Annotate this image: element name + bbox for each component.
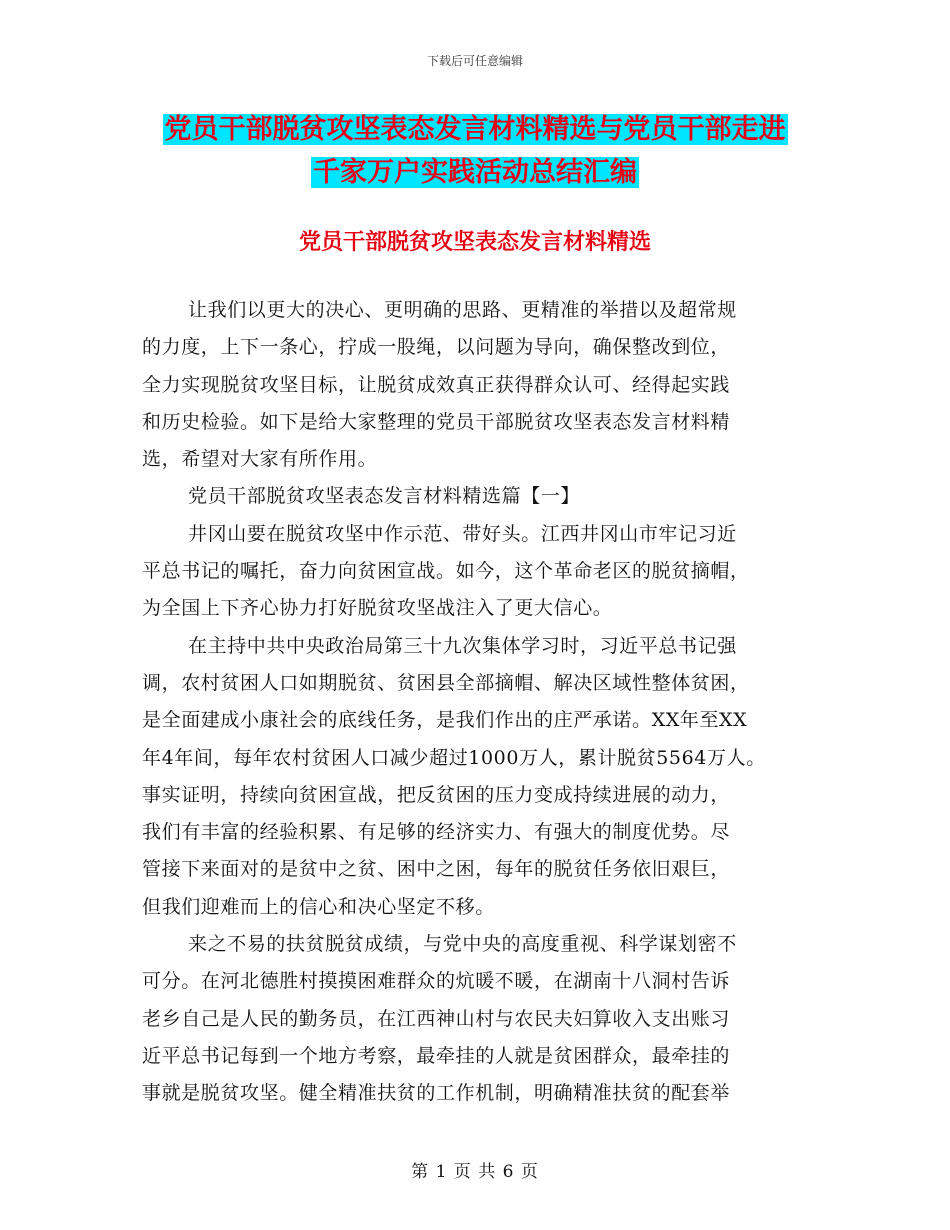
body-line: 为全国上下齐心协力打好脱贫攻坚战注入了更大信心。 [142,597,613,620]
body-line: 老乡自己是人民的勤务员，在江西神山村与农民夫妇算收入支出账习 [142,1007,731,1030]
body-line: 我们有丰富的经验积累、有足够的经济实力、有强大的制度优势。尽 [142,821,731,844]
body-line: 调，农村贫困人口如期脱贫、贫困县全部摘帽、解决区域性整体贫困， [142,671,750,694]
body-line: 的力度，上下一条心，拧成一股绳，以问题为导向，确保整改到位， [142,336,731,359]
document-title-line-1 [0,112,950,148]
body-line: 在主持中共中央政治局第三十九次集体学习时，习近平总书记强 [188,634,737,657]
section-heading: 党员干部脱贫攻坚表态发言材料精选 [298,230,651,255]
page-footer: 第 1 页 共 6 页 [411,1162,539,1182]
body-line: 井冈山要在脱贫攻坚中作示范、带好头。江西井冈山市牢记习近 [188,522,737,545]
body-text [142,292,822,1113]
body-line: 但我们迎难而上的信心和决心坚定不移。 [142,895,495,918]
document-title-line-2 [0,155,950,191]
body-line: 让我们以更大的决心、更明确的思路、更精准的举措以及超常规 [188,299,737,321]
header-note: 下载后可任意编辑 [426,54,523,68]
body-line: 平总书记的嘱托，奋力向贫困宣战。如今，这个革命老区的脱贫摘帽， [142,560,750,583]
body-line: 选，希望对大家有所作用。 [142,448,378,471]
body-line: 可分。在河北德胜村摸摸困难群众的炕暖不暖，在湖南十八洞村告诉 [142,970,731,993]
body-line: 是全面建成小康社会的底线任务，是我们作出的庄严承诺。XX年至XX [142,709,748,732]
body-line: 事实证明，持续向贫困宣战，把反贫困的压力变成持续进展的动力， [142,783,731,806]
title-text-1: 党员干部脱贫攻坚表态发言材料精选与党员干部走进 [164,114,786,145]
body-line: 来之不易的扶贫脱贫成绩，与党中央的高度重视、科学谋划密不 [188,933,737,956]
subsection-heading: 党员干部脱贫攻坚表态发言材料精选篇【一】 [188,485,581,508]
title-text-2: 千家万户实践活动总结汇编 [313,157,637,188]
body-line: 管接下来面对的是贫中之贫、困中之困，每年的脱贫任务依旧艰巨， [142,858,731,881]
body-line: 年4年间，每年农村贫困人口减少超过1000万人，累计脱贫5564万人。 [142,746,766,769]
body-line: 近平总书记每到一个地方考察，最牵挂的人就是贫困群众，最牵挂的 [142,1044,731,1067]
body-line: 事就是脱贫攻坚。健全精准扶贫的工作机制，明确精准扶贫的配套举 [142,1082,731,1105]
body-line: 全力实现脱贫攻坚目标，让脱贫成效真正获得群众认可、经得起实践 [142,373,731,396]
body-line: 和历史检验。如下是给大家整理的党员干部脱贫攻坚表态发言材料精 [142,410,731,433]
